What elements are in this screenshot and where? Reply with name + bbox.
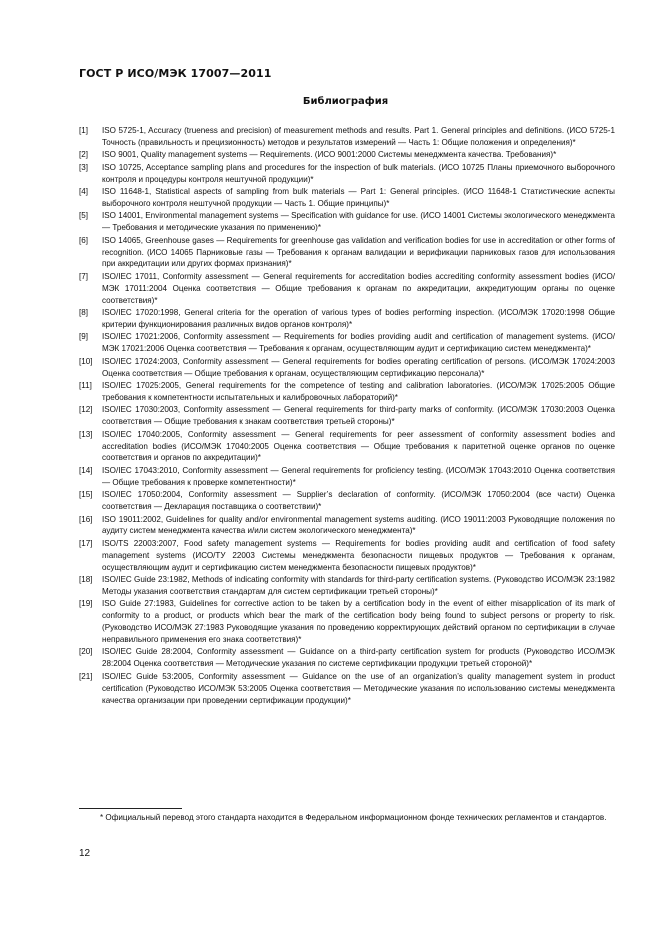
entry-text: ISO 14001, Environmental management systems — Specification with guidance for use. (ИСО 14001 Системы экологического менеджмента — Требования и методические указания по применению)* [102, 211, 615, 233]
entry-text: ISO/IEC 17040:2005, Conformity assessment — General requirements for peer assessment of conformity assessment bodies and accreditation bodies (ИСО/МЭК 17040:2005 Оценка соответствия — Общие требования к паритетной оценке органов по оценке соответствия и органов по аккредитации)* [102, 429, 615, 463]
entry-number: [11] [79, 381, 92, 391]
bibliography-entry [79, 331, 615, 355]
entry-number: [8] [79, 308, 88, 318]
entry-number: [17] [79, 538, 93, 548]
bibliography-entry [79, 489, 615, 513]
entry-text: ISO 10725, Acceptance sampling plans and procedures for the inspection of bulk materials. (ИСО 10725 Планы приемочного выборочного контроля и процедуры контроля нештучной продукции)* [102, 162, 615, 184]
entry-text: ISO/IEC 17043:2010, Conformity assessment — General requirements for proficiency testing. (ИСО/МЭК 17043:2010 Оценка соответствия — Общие требования к проверке компетентности)* [102, 465, 615, 487]
footnote: * Официальный перевод этого стандарта находится в Федеральном информационном фонде технических регламентов и стандартов. [100, 813, 607, 822]
document-header: ГОСТ Р ИСО/МЭК 17007—2011 [79, 67, 272, 80]
entry-text: ISO/IEC 17024:2003, Conformity assessment — General requirements for bodies operating certification of persons. (ИСО/МЭК 17024:2003 Оценка соответствия — Общие требования к органам, осуществляющим сертификацию персонала)* [102, 356, 615, 378]
bibliography-entry [79, 646, 615, 670]
bibliography-entry [79, 210, 615, 234]
entry-text: ISO Guide 27:1983, Guidelines for corrective action to be taken by a certification body in the event of either misapplication of its mark of conformity to a product, or products which bear the mark of the certification body being found to subject persons or property to risk. (Руководство ИСО/МЭК 27:1983 Руководящие указания по проведению корректирующих действий органом по сертификации в случае неправильного применения его знака соответствия)* [102, 599, 615, 645]
bibliography-entry [79, 598, 615, 646]
bibliography-list [79, 125, 615, 707]
bibliography-entry [79, 307, 615, 331]
bibliography-entry [79, 538, 615, 574]
entry-number: [15] [79, 490, 93, 500]
bibliography-entry [79, 235, 615, 271]
entry-number: [4] [79, 187, 88, 197]
bibliography-entry [79, 271, 615, 307]
entry-number: [10] [79, 356, 93, 366]
entry-number: [5] [79, 211, 88, 221]
entry-text: ISO/IEC 17025:2005, General requirements for the competence of testing and calibration laboratories. (ИСО/МЭК 17025:2005 Общие требования к компетентности испытательных и калибровочных лабораторий)* [102, 381, 615, 402]
entry-text: ISO/IEC 17021:2006, Conformity assessment — Requirements for bodies providing audit and certification of management systems. (ИСО/МЭК 17021:2006 Оценка соответствия — Требования к органам, осуществляющим аудит и сертификацию систем менеджмента)* [102, 332, 615, 354]
entry-text: ISO/IEC 17011, Conformity assessment — General requirements for accreditation bodies accrediting conformity assessment bodies (ИСО/МЭК 17011:2004 Оценка соответствия — Общие требования к органам по аккредитации, аккредитующим органы по оценке соответствия)* [102, 271, 615, 305]
bibliography-entry [79, 380, 615, 404]
entry-number: [18] [79, 575, 93, 585]
entry-number: [6] [79, 235, 88, 245]
bibliography-entry [79, 356, 615, 380]
entry-number: [12] [79, 405, 93, 415]
section-title: Библиография [302, 96, 389, 107]
entry-text: ISO 14065, Greenhouse gases — Requirements for greenhouse gas validation and verification bodies for use in accreditation or other forms of recognition. (ИСО 14065 Парниковые газы — Требования к органам валидации и верификации парниковых газов для использования при аккредитации или других формах признания)* [102, 235, 615, 269]
bibliography-entry [79, 125, 615, 149]
entry-number: [7] [79, 271, 88, 281]
entry-text: ISO/IEC 17030:2003, Conformity assessment — General requirements for third-party marks of conformity. (ИСО/МЭК 17030:2003 Оценка соответствия — Общие требования к знакам соответствия третьей стороны)* [102, 405, 615, 427]
entry-text: ISO 11648-1, Statistical aspects of sampling from bulk materials — Part 1: General principles. (ИСО 11648-1 Статистические аспекты выборочного контроля нештучной продукции — Часть 1. Общие принципы)* [102, 187, 615, 208]
entry-text: ISO/IEC Guide 53:2005, Conformity assessment — Guidance on the use of an organization’s quality management system in product certification (Руководство ИСО/МЭК 53:2005 Оценка соответствия — Методические указания по использованию системы менеджмента качества организации при проведении сертификации продукции)* [102, 671, 615, 705]
entry-number: [16] [79, 514, 93, 524]
bibliography-entry [79, 162, 615, 186]
bibliography-entry [79, 149, 615, 161]
entry-text: ISO 9001, Quality management systems — Requirements. (ИСО 9001:2000 Системы менеджмента качества. Требования)* [102, 150, 557, 160]
entry-number: [19] [79, 599, 93, 609]
entry-text: ISO/TS 22003:2007, Food safety management systems — Requirements for bodies providing audit and certification of food safety management systems (ИСО/ТУ 22003 Системы менеджмента безопасности пищевых продуктов — Требования к органам, осуществляющим аудит и сертификацию систем менеджмента безопасности пищевых продуктов)* [102, 538, 615, 572]
entry-text: ISO/IEC Guide 23:1982, Methods of indicating conformity with standards for third-party certification systems. (Руководство ИСО/МЭК 23:1982 Методы указания соответствия стандартам для систем сертификации третьей стороны)* [102, 575, 615, 596]
bibliography-entry [79, 186, 615, 210]
entry-number: [1] [79, 126, 88, 135]
bibliography-entry [79, 671, 615, 707]
bibliography-entry [79, 429, 615, 465]
entry-number: [9] [79, 332, 88, 342]
entry-text: ISO/IEC 17050:2004, Conformity assessment — Supplier’s declaration of conformity. (ИСО/МЭК 17050:2004 (все части) Оценка соответствия — Декларация поставщика о соответствии)* [102, 490, 615, 512]
bibliography-entry [79, 465, 615, 489]
entry-text: ISO 5725-1, Accuracy (trueness and precision) of measurement methods and results. Part 1. General principles and definitions. (ИСО 5725-1 Точность (правильность и прецизионность) методов и результатов измерений — Часть 1: Общие положения и определения)* [102, 126, 615, 147]
entry-number: [2] [79, 150, 88, 160]
entry-number: [14] [79, 465, 93, 475]
entry-text: ISO/IEC 17020:1998, General criteria for the operation of various types of bodies performing inspection. (ИСО/МЭК 17020:1998 Общие критерии функционирования различных видов органов контроля)* [102, 308, 615, 329]
entry-text: ISO/IEC Guide 28:2004, Conformity assessment — Guidance on a third-party certification system for products (Руководство ИСО/МЭК 28:2004 Оценка соответствия — Методические указания по системе сертификации продукции третьей стороной)* [102, 647, 615, 669]
entry-text: ISO 19011:2002, Guidelines for quality and/or environmental management systems auditing. (ИСО 19011:2003 Руководящие положения по аудиту систем менеджмента качества и/или систем экологического менеджмента)* [102, 514, 615, 536]
entry-number: [20] [79, 647, 93, 657]
entry-number: [21] [79, 671, 93, 681]
bibliography-entry [79, 514, 615, 538]
bibliography-entry [79, 574, 615, 598]
page-number: 12 [79, 848, 91, 859]
footnote-divider [79, 808, 182, 809]
entry-number: [13] [79, 429, 93, 439]
entry-number: [3] [79, 162, 88, 172]
bibliography-entry [79, 404, 615, 428]
